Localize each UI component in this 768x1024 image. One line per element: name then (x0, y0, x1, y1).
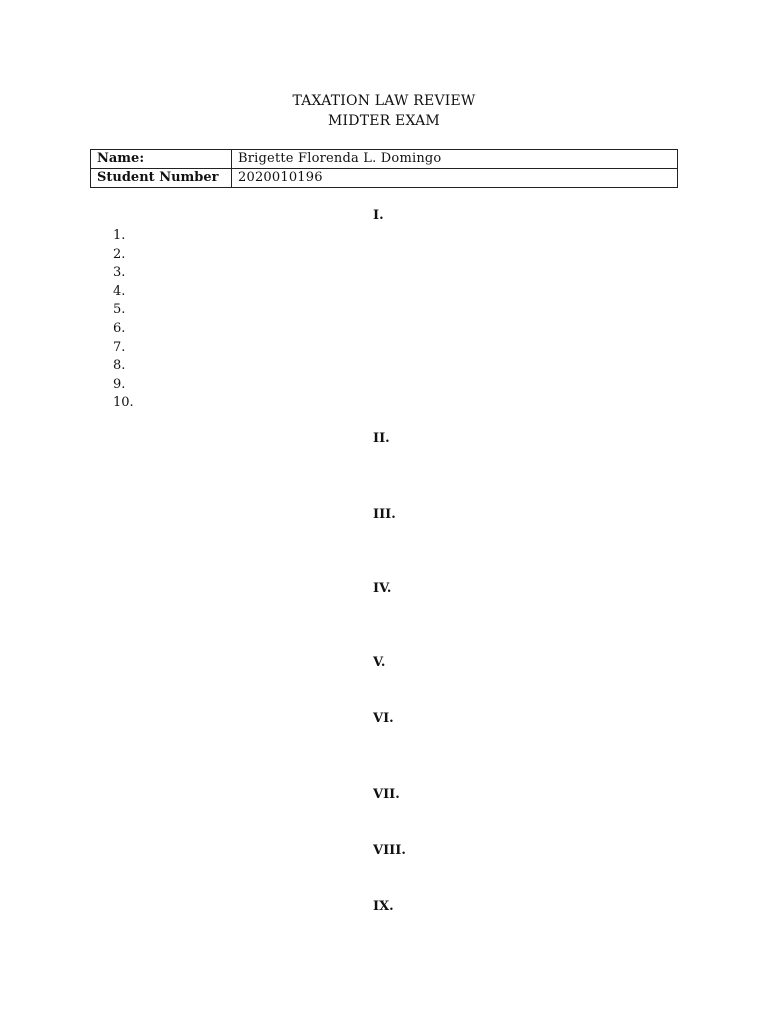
name-label: Name: (91, 150, 232, 169)
table-row (91, 150, 678, 169)
list-item: 6. (113, 320, 126, 336)
list-item: 3. (113, 265, 126, 281)
student-info-table (90, 149, 678, 188)
section-numeral-iii: III. (373, 507, 396, 522)
exam-subtitle: MIDTER EXAM (328, 113, 440, 129)
list-item: 4. (113, 283, 126, 299)
student-number-value: 2020010196 (232, 169, 678, 188)
answer-number-list (113, 227, 134, 413)
list-item: 10. (113, 395, 134, 411)
section-numeral-viii: VIII. (373, 843, 406, 858)
section-numeral-ii: II. (373, 431, 390, 446)
section-numeral-vii: VII. (373, 787, 400, 802)
list-item: 9. (113, 376, 126, 392)
exam-title: TAXATION LAW REVIEW (292, 93, 476, 109)
list-item: 7. (113, 339, 126, 355)
section-numeral-ix: IX. (373, 899, 394, 914)
list-item: 8. (113, 358, 126, 374)
section-numeral-v: V. (373, 655, 386, 670)
section-numeral-vi: VI. (373, 711, 394, 726)
section-numeral-iv: IV. (373, 581, 392, 596)
table-row (91, 169, 678, 188)
list-item: 2. (113, 246, 126, 262)
section-numeral-i: I. (373, 208, 384, 223)
list-item: 5. (113, 302, 126, 318)
student-number-label: Student Number (91, 169, 232, 188)
list-item: 1. (113, 228, 126, 243)
name-value: Brigette Florenda L. Domingo (232, 150, 678, 169)
